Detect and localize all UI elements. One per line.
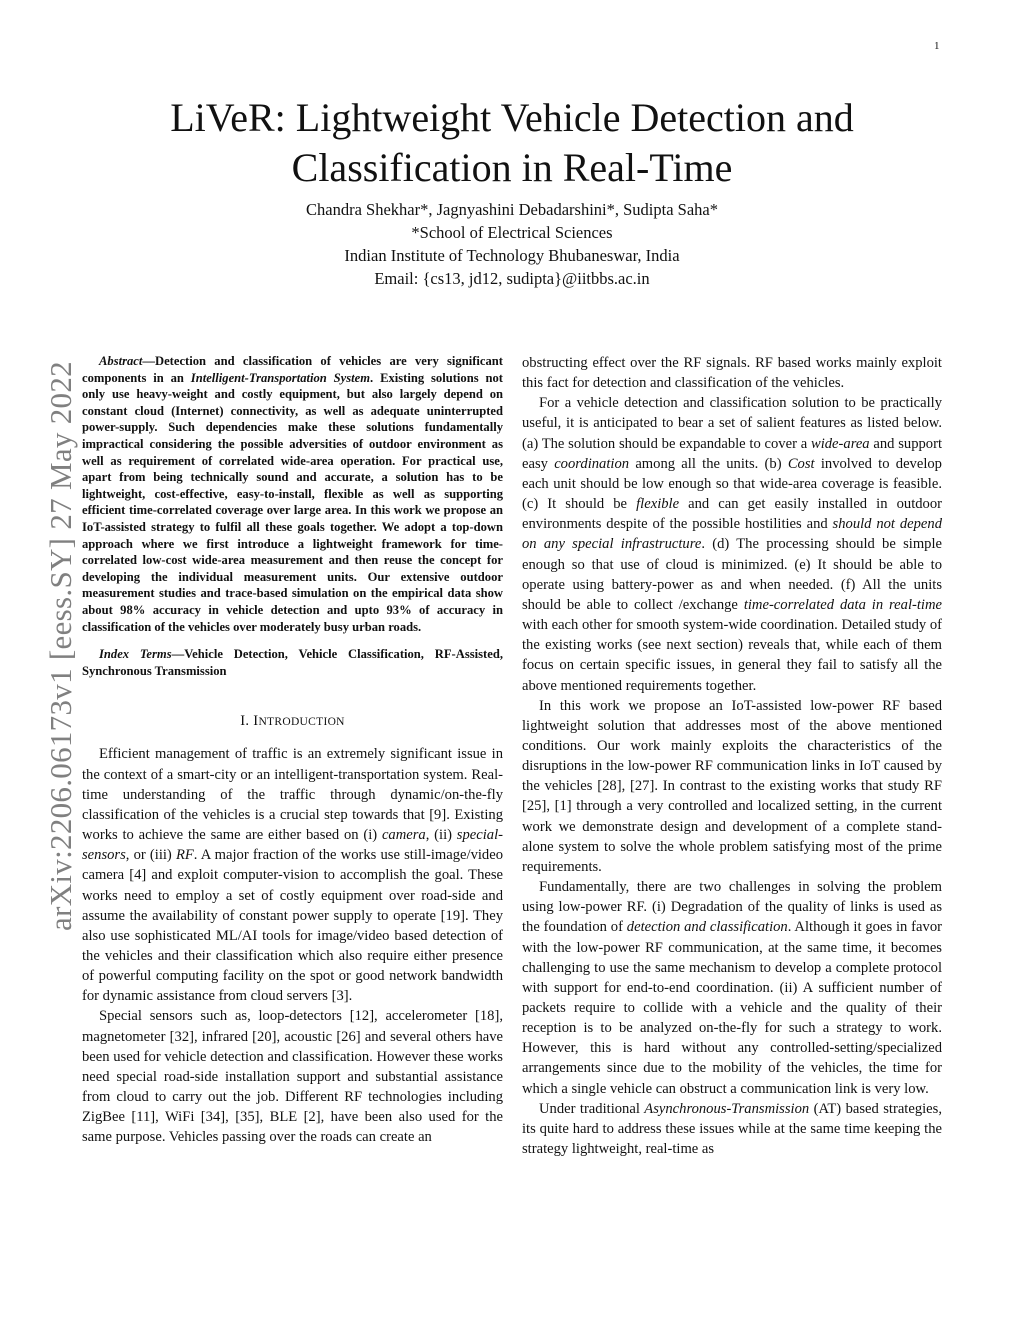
emphasis: flexible — [636, 496, 680, 513]
emphasis: time-correlated data in real-time — [743, 596, 942, 613]
author-names: Chandra Shekhar*, Jagnyashini Debadarshini*, Sudipta Saha* — [306, 200, 718, 219]
section-number: I. — [240, 713, 254, 730]
arxiv-stamp-text: arXiv:2206.06173v1 [eess.SY] 27 May 2022 — [43, 361, 78, 931]
text-run: For a vehicle detection and classification solution to be practically useful, it is anticipated to bear a set of salient features as listed below. (a) The solution should be expandable to cover a — [522, 395, 942, 452]
emphasis: wide-area — [810, 435, 870, 452]
emphasis: should not depend on any special infrastructure — [522, 516, 943, 553]
abstract-label: Abstract — [99, 354, 143, 368]
left-column — [82, 353, 503, 1148]
abstract-separator: — — [142, 354, 155, 368]
page-number: 1 — [934, 40, 940, 52]
author-block — [110, 198, 914, 290]
text-run: , (ii) — [425, 827, 457, 844]
abstract — [82, 353, 503, 635]
text-run: . A major fraction of the works use still-image/video camera [4] and exploit computer-vision to accomplish the goal. These works need to employ a set of costly equipment over road-side and assume the availability of constant power supply to operate [19]. They also use sophisticated ML/AI tools for image/video based detection of the vehicles and their classification which also require either presence of powerful computing facility on the spot or good network bandwidth for dynamic assistance from cloud servers [3]. — [82, 847, 504, 1005]
abstract-emphasis: Intelligent-Transportation System — [190, 370, 371, 385]
section-first-letter: I — [253, 713, 259, 730]
right-paragraph-3: In this work we propose an IoT-assisted low-power RF based lightweight solution that addresses most of the above mentioned conditions. Our work mainly exploits the characteristics of the disruptions in the low-power RF communication links in IoT caused by the vehicles [28], [27]. In contrast to the existing works that study RF [25], [1] through a very controlled and localized setting, in the current work we demonstrate design and development of a complete stand-alone system to solve the whole problem satisfying most of the prime requirements. — [522, 697, 942, 875]
text-run: with each other for smooth system-wide coordination. Detailed study of the existing works (see next section) reveals that, while each of them focus on certain specific issues, in general they fail to satisfy all the above mentioned requirements together. — [522, 617, 942, 694]
emphasis: special-sensors — [82, 827, 503, 864]
intro-paragraph-1 — [82, 744, 503, 1006]
index-terms — [82, 646, 503, 679]
emphasis: camera — [381, 827, 426, 844]
author-email: Email: {cs13, jd12, sudipta}@iitbbs.ac.in — [374, 269, 650, 288]
right-paragraph-2 — [522, 393, 942, 695]
emphasis: detection and classification — [626, 919, 788, 936]
text-run: Efficient management of traffic is an extremely significant issue in the context of a smart-city or an intelligent-transportation system. Real-time understanding of the traffic through dynamic/on-the-fly classification of the vehicles is a crucial step towards that [9]. Existing works to achieve the same are either based on (i) — [82, 746, 503, 844]
title-line-1: LiVeR: Lightweight Vehicle Detection and — [170, 95, 854, 140]
text-run: among all the units. (b) — [629, 455, 788, 472]
emphasis: coordination — [554, 455, 630, 472]
emphasis: Cost — [787, 455, 815, 472]
abstract-text-1: Detection and classification of vehicles are very significant components in an — [82, 354, 503, 385]
intro-paragraph-2: Special sensors such as, loop-detectors [12], accelerometer [18], magnetometer [32], infrared [20], acoustic [26] and several others have been used for vehicle detection and classification. However these works need special road-side installation support and substantial assistance from cloud to carry out the job. Different RF technologies including ZigBee [11], WiFi [34], [35], BLE [2], have been also used for the same purpose. Vehicles passing over the roads can create an — [82, 1008, 503, 1146]
text-run: involved to develop each unit should be low enough so that wide-area coverage is feasible. (c) It should be — [522, 455, 942, 513]
emphasis: Asynchronous-Transmission — [644, 1100, 810, 1117]
abstract-text-2: . Existing solutions not only use heavy-weight and costly equipment, but also largely depend on constant cloud (Internet) connectivity, as well as adequate uninterrupted power-supply. Such dependencies make these solutions fundamentally impractical considering the possible adversities of outdoor environment as well as requirement of correlated wide-area operation. For practical use, apart from being technically sound and accurate, a solution has to be lightweight, cost-effective, easy-to-install, flexible as well as supporting efficient time-correlated coverage over large area. In this work we propose an IoT-assisted strategy to fulfil all these goals together. We adopt a top-down approach where we first introduce a lightweight framework for time-correlated low-cost wide-area measurement and then reuse the concept for developing the individual measurement units. Our extensive outdoor measurement studies and trace-based simulation on the empirical data show about 98% accuracy in vehicle detection and upto 93% of accuracy in classification of the vehicles over moderately busy urban roads. — [82, 370, 503, 634]
index-terms-text: Vehicle Detection, Vehicle Classification, RF-Assisted, Synchronous Transmission — [82, 647, 503, 678]
index-terms-separator: — — [171, 647, 185, 662]
right-paragraph-4 — [522, 877, 942, 1099]
text-run: Fundamentally, there are two challenges in solving the problem using low-power RF. (i) Degradation of the quality of links is used as the foundation of — [522, 879, 942, 936]
text-run: . (d) The processing should be simple enough so that use of cloud is minimized. (e) It should be able to operate using battery-power as and when needed. (f) All the units should be able to collect /exchange — [522, 536, 943, 613]
author-school: *School of Electrical Sciences — [411, 223, 613, 242]
title-line-2: Classification in Real-Time — [291, 145, 733, 190]
section-title-rest: NTRODUCTION — [258, 716, 345, 729]
emphasis: RF — [175, 847, 194, 864]
text-run: and can get easily installed in outdoor environments despite of the possible hostilities and — [522, 496, 942, 533]
section-heading-introduction — [82, 711, 503, 732]
right-paragraph-5 — [522, 1099, 942, 1159]
text-run: . Although it goes in favor with the low-power RF communication, at the same time, it becomes challenging to use the same mechanism to develop a complete protocol with support for end-to-end coordination. (ii) A sufficient number of packets require to collide with a vehicle and the quality of their reception is to be analyzed on-the-fly for such a strategy to work. However, this is hard without any controlled-setting/specialized arrangements since due to the mobility of the vehicles, the time for which a single vehicle can obstruct a communication link is very low. — [522, 919, 942, 1097]
text-run: (AT) based strategies, its quite hard to address these issues while at the same time keeping the strategy lightweight, real-time as — [522, 1100, 942, 1158]
text-run: , or (iii) — [125, 847, 176, 864]
right-column — [522, 353, 942, 1159]
text-run: and support easy — [522, 435, 943, 472]
index-terms-label: Index Terms — [99, 647, 172, 662]
author-institute: Indian Institute of Technology Bhubaneswar, India — [344, 246, 680, 265]
right-paragraph-1: obstructing effect over the RF signals. RF based works mainly exploit this fact for detection and classification of the vehicles. — [522, 355, 942, 392]
text-run: Under traditional — [539, 1100, 645, 1117]
paper-title — [60, 93, 964, 193]
